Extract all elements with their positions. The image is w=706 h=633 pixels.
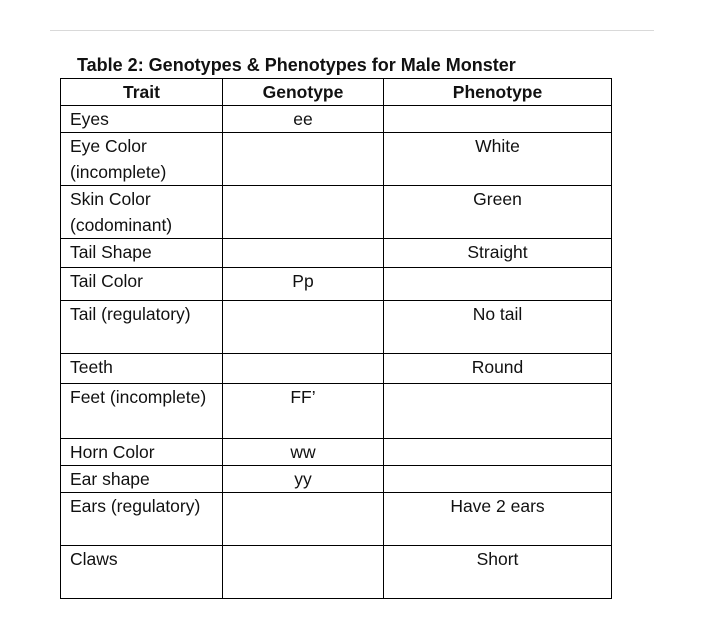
table-row bbox=[61, 133, 612, 186]
phenotype-cell: Round bbox=[384, 354, 612, 384]
phenotype-cell bbox=[384, 384, 612, 439]
phenotype-cell bbox=[384, 439, 612, 466]
trait-cell: Claws bbox=[61, 546, 223, 599]
phenotype-cell: No tail bbox=[384, 301, 612, 354]
trait-cell: Eyes bbox=[61, 106, 223, 133]
genotype-cell: ee bbox=[223, 106, 384, 133]
phenotype-cell: Short bbox=[384, 546, 612, 599]
trait-cell: Feet (incomplete) bbox=[61, 384, 223, 439]
trait-cell: Ear shape bbox=[61, 466, 223, 493]
table-row bbox=[61, 186, 612, 239]
genotype-cell bbox=[223, 186, 384, 239]
trait-cell: Horn Color bbox=[61, 439, 223, 466]
phenotype-cell bbox=[384, 268, 612, 301]
phenotype-cell: Have 2 ears bbox=[384, 493, 612, 546]
genotype-cell bbox=[223, 239, 384, 268]
genotype-cell: FF’ bbox=[223, 384, 384, 439]
trait-cell: Tail Color bbox=[61, 268, 223, 301]
table-row bbox=[61, 354, 612, 384]
table-row bbox=[61, 239, 612, 268]
table-title: Table 2: Genotypes & Phenotypes for Male Monster bbox=[77, 55, 516, 75]
genotype-phenotype-table bbox=[60, 78, 612, 599]
table-row bbox=[61, 384, 612, 439]
genotype-cell bbox=[223, 133, 384, 186]
genotype-cell bbox=[223, 354, 384, 384]
phenotype-cell: Straight bbox=[384, 239, 612, 268]
phenotype-cell: Green bbox=[384, 186, 612, 239]
table-row bbox=[61, 493, 612, 546]
header-phenotype: Phenotype bbox=[384, 79, 612, 106]
phenotype-cell bbox=[384, 106, 612, 133]
phenotype-cell: White bbox=[384, 133, 612, 186]
trait-cell: Eye Color (incomplete) bbox=[61, 133, 223, 186]
phenotype-cell bbox=[384, 466, 612, 493]
trait-cell: Ears (regulatory) bbox=[61, 493, 223, 546]
genotype-cell bbox=[223, 546, 384, 599]
header-genotype: Genotype bbox=[223, 79, 384, 106]
table-row bbox=[61, 301, 612, 354]
header-trait: Trait bbox=[61, 79, 223, 106]
genotype-cell: Pp bbox=[223, 268, 384, 301]
table-row bbox=[61, 546, 612, 599]
genotype-cell bbox=[223, 493, 384, 546]
trait-cell: Tail (regulatory) bbox=[61, 301, 223, 354]
trait-cell: Skin Color (codominant) bbox=[61, 186, 223, 239]
trait-cell: Teeth bbox=[61, 354, 223, 384]
table-row bbox=[61, 106, 612, 133]
genotype-cell: ww bbox=[223, 439, 384, 466]
table-row bbox=[61, 268, 612, 301]
trait-cell: Tail Shape bbox=[61, 239, 223, 268]
page-divider bbox=[50, 30, 654, 31]
genotype-cell bbox=[223, 301, 384, 354]
header-row bbox=[61, 79, 612, 106]
genotype-cell: yy bbox=[223, 466, 384, 493]
table-row bbox=[61, 466, 612, 493]
table-row bbox=[61, 439, 612, 466]
